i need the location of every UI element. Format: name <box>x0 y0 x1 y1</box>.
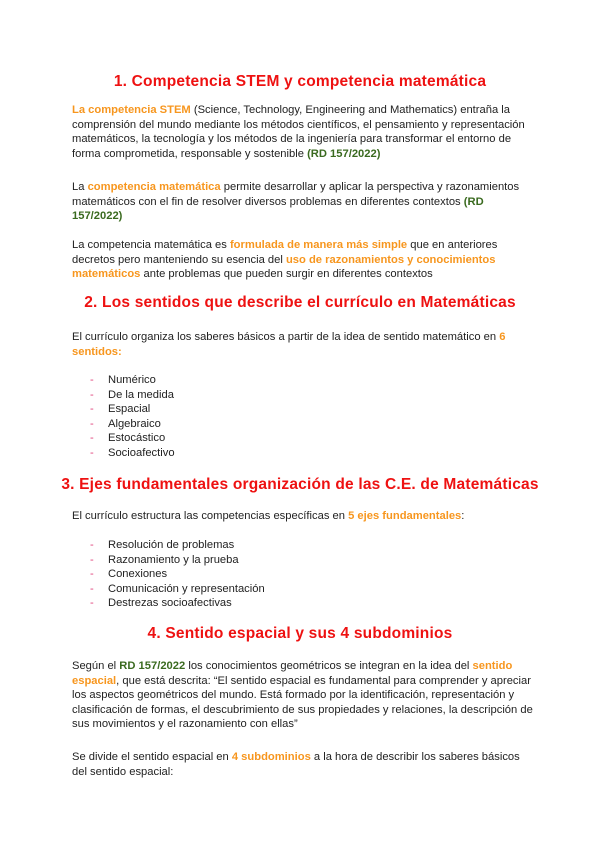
bullet: - <box>90 582 94 595</box>
text: La competencia matemática es <box>72 239 230 251</box>
paragraph-ejes <box>72 509 534 524</box>
text: (Science, Technology, Engineering and Mathematics) entraña la comprensión del mundo mediante los métodos científicos, el pensamiento y representación matemáticos, la tecnología y los métodos de la ingeniería para transformar el entorno de forma comprometida, responsable y sostenible <box>72 104 525 160</box>
heading-stem: 1. Competencia STEM y competencia matemática <box>113 73 487 90</box>
text: : <box>461 510 465 522</box>
text: El currículo organiza los saberes básicos a partir de la idea de sentido matemático en <box>72 331 500 343</box>
reference: RD 157/2022 <box>119 660 186 672</box>
list-item <box>72 417 534 432</box>
list-item <box>72 388 534 403</box>
highlight: sentido espacial <box>72 660 513 687</box>
highlight: La competencia STEM <box>72 104 191 116</box>
paragraph-formulada <box>72 238 534 282</box>
list-item <box>72 582 534 597</box>
item-text: Conexiones <box>108 568 168 581</box>
bullet: - <box>90 388 94 401</box>
text: Según el <box>72 660 120 672</box>
item-text: Numérico <box>108 374 156 386</box>
bullet: - <box>90 539 94 551</box>
bullet: - <box>90 403 94 416</box>
list-item <box>72 596 534 611</box>
bullet: - <box>90 446 94 459</box>
item-text: Razonamiento y la prueba <box>108 553 239 566</box>
item-text: Algebraico <box>108 417 161 430</box>
list-item <box>72 431 534 446</box>
text: La <box>72 181 88 193</box>
bullet: - <box>90 597 94 610</box>
bullet: - <box>90 432 94 445</box>
list-item <box>72 373 534 388</box>
paragraph-subdominios <box>72 750 534 779</box>
highlight: 5 ejes fundamentales <box>348 510 462 522</box>
item-text: Socioafectivo <box>108 446 175 459</box>
list-item <box>72 553 534 568</box>
paragraph-espacial <box>72 659 534 732</box>
item-text: Estocástico <box>108 432 166 445</box>
text: ante problemas que pueden surgir en diferentes contextos <box>140 268 433 281</box>
bullet: - <box>90 553 94 566</box>
bullet: - <box>90 374 94 386</box>
paragraph-competencia <box>72 180 534 224</box>
bullet: - <box>90 417 94 430</box>
list-item <box>72 538 534 553</box>
list-sentidos <box>72 373 534 461</box>
list-item <box>72 402 534 417</box>
highlight: formulada de manera más simple <box>229 239 408 251</box>
heading-sentidos: 2. Los sentidos que describe el currículo en Matemáticas <box>84 294 516 311</box>
text: los conocimientos geométricos se integran en la idea del <box>185 660 473 672</box>
item-text: Destrezas socioafectivas <box>108 597 232 610</box>
reference: (RD 157/2022) <box>307 147 381 160</box>
item-text: Resolución de problemas <box>108 539 235 551</box>
bullet: - <box>90 568 94 581</box>
list-item <box>72 446 534 461</box>
text: permite desarrollar y aplicar la perspectiva y razonamientos matemáticos con el fin de resolver diversos problemas en diferentes contextos <box>72 181 520 208</box>
text: El currículo estructura las competencias específicas en <box>72 510 349 522</box>
heading-ejes: 3. Ejes fundamentales organización de las C.E. de Matemáticas <box>61 476 539 493</box>
item-text: De la medida <box>108 388 174 401</box>
text: que en anteriores decretos pero manteniendo su esencia del <box>72 239 498 266</box>
list-ejes <box>72 538 534 611</box>
highlight: uso de razonamientos y conocimientos matemáticos <box>72 253 496 281</box>
highlight: 6 sentidos: <box>72 331 506 358</box>
item-text: Espacial <box>108 403 151 416</box>
heading-sentido-espacial: 4. Sentido espacial y sus 4 subdominios <box>147 625 453 642</box>
text: , que está descrita: “El sentido espacial es fundamental para comprender y apreciar los aspectos geométricos del mundo. Está formado por la identificación, representación y clasificación de formas, el descubrimiento de sus propiedades y relaciones, la descripción de sus movimientos y el razonamiento con ellas” <box>72 674 533 731</box>
text: a la hora de describir los saberes básicos del sentido espacial: <box>72 751 520 778</box>
paragraph-sentidos <box>72 330 534 359</box>
reference: (RD 157/2022) <box>72 195 484 223</box>
text: Se divide el sentido espacial en <box>72 751 232 763</box>
list-item <box>72 567 534 582</box>
paragraph-stem <box>72 103 534 161</box>
highlight: 4 subdominios <box>231 751 311 763</box>
item-text: Comunicación y representación <box>108 582 265 595</box>
highlight: competencia matemática <box>87 181 221 193</box>
